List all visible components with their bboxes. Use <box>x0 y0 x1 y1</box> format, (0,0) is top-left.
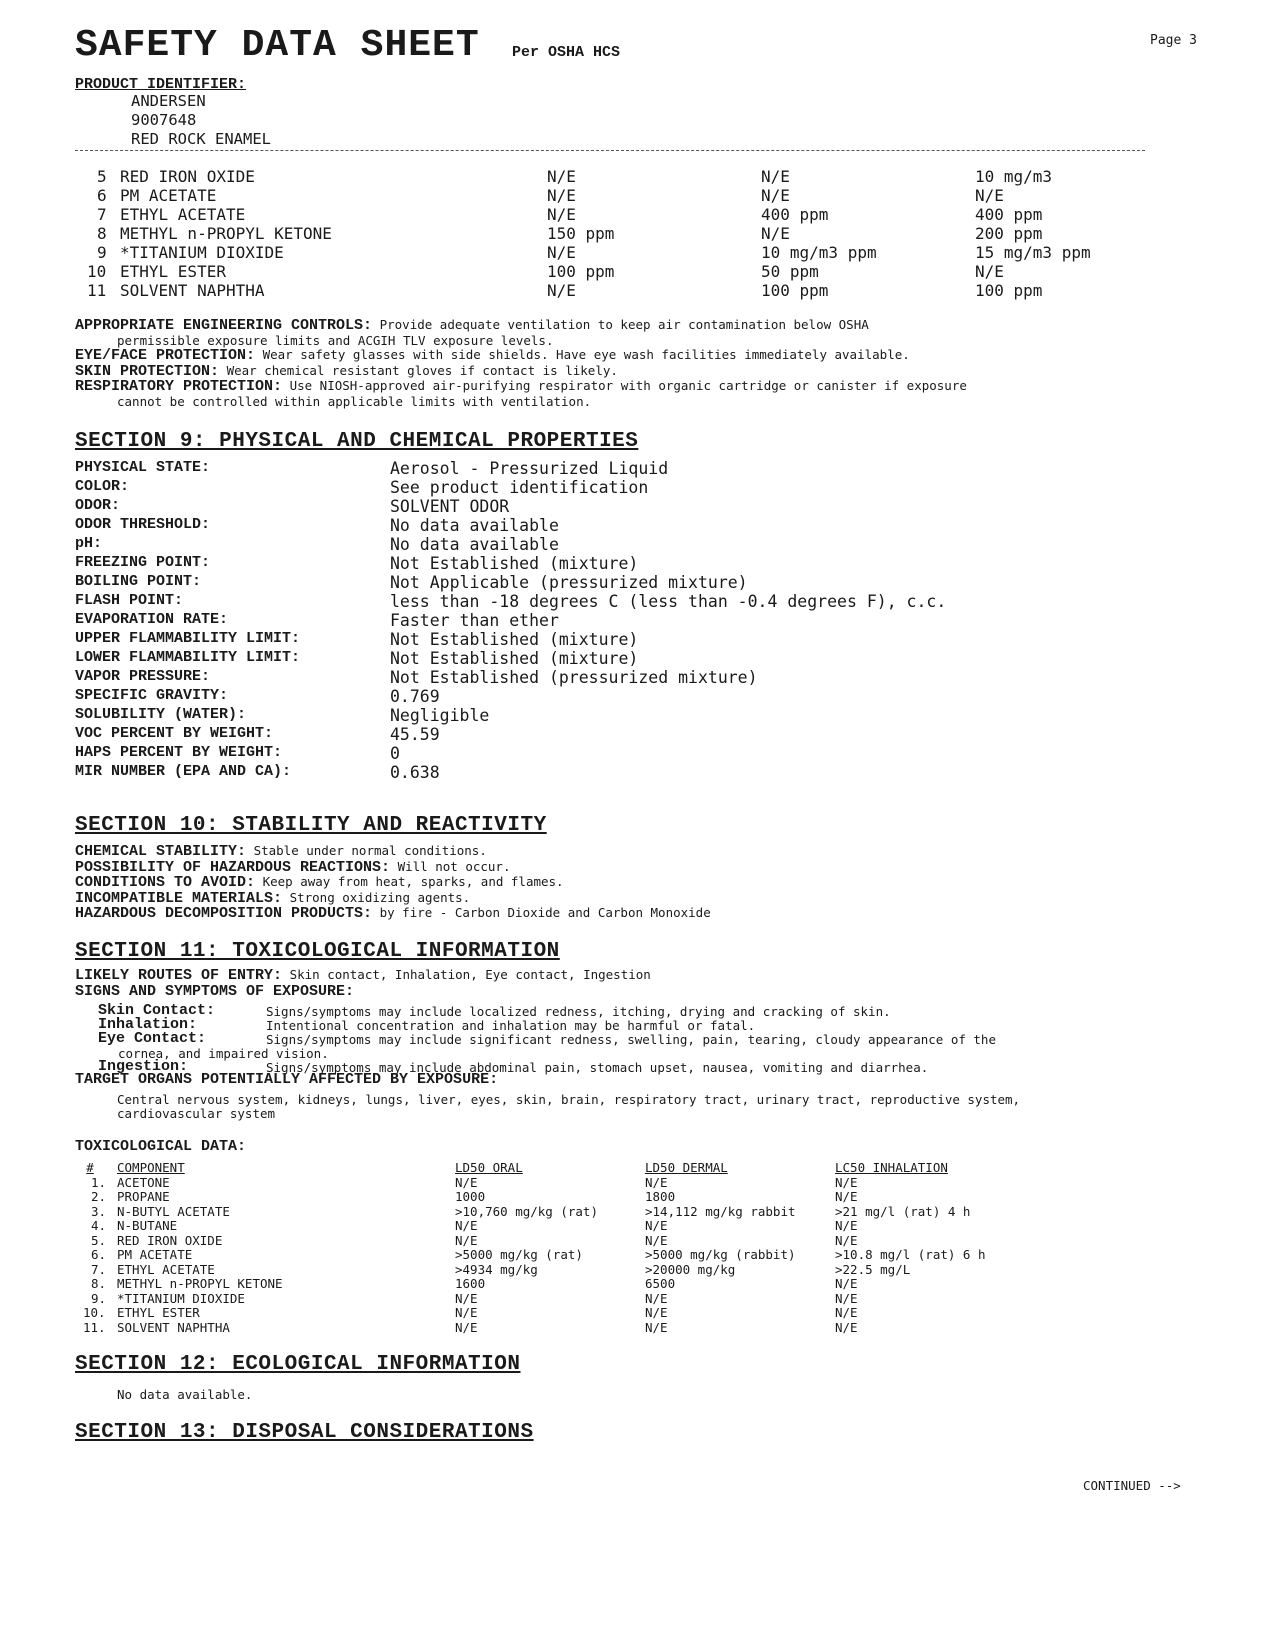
engineering-controls <box>75 318 1155 348</box>
property-label: SPECIFIC GRAVITY: <box>75 687 229 704</box>
tox-num: 6. <box>91 1247 107 1262</box>
property-label: SOLUBILITY (WATER): <box>75 706 247 723</box>
component-name: ETHYL ACETATE <box>120 205 246 224</box>
property-row <box>75 497 1175 516</box>
tox-dermal: >14,112 mg/kg rabbit <box>645 1203 796 1219</box>
property-value: Not Established (mixture) <box>390 630 639 649</box>
tox-num: 9. <box>91 1290 107 1306</box>
limit-value: 400 ppm <box>761 205 829 224</box>
product-identifier-label: PRODUCT IDENTIFIER: <box>75 76 247 93</box>
tox-row <box>0 1276 1275 1291</box>
conditions-to-avoid <box>75 875 1155 891</box>
property-row <box>75 611 1175 630</box>
page-number: Page 3 <box>1150 33 1197 48</box>
routes-of-entry <box>75 968 1155 984</box>
target-organs-label: TARGET ORGANS POTENTIALLY AFFECTED BY EXPOSURE: <box>75 1071 499 1088</box>
property-value: No data available <box>390 516 559 535</box>
property-row <box>75 554 1175 573</box>
property-label: FREEZING POINT: <box>75 554 211 571</box>
engineering-controls-text: Provide adequate ventilation to keep air contamination below OSHA <box>379 317 869 332</box>
product-number: 9007648 <box>131 111 197 129</box>
tox-dermal: >20000 mg/kg <box>645 1261 736 1277</box>
property-value: SOLVENT ODOR <box>390 497 510 516</box>
col-lc50-inhalation: LC50 INHALATION <box>835 1160 948 1175</box>
property-value: 0.638 <box>390 763 440 782</box>
tox-oral: >10,760 mg/kg (rat) <box>455 1203 598 1219</box>
property-row <box>75 535 1175 554</box>
tox-dermal: N/E <box>645 1319 668 1335</box>
symptom-text: Signs/symptoms may include localized redness, itching, drying and cracking of skin. <box>266 1004 891 1019</box>
exposure-row <box>0 262 1275 281</box>
symptom-text: cornea, and impaired vision. <box>118 1046 329 1061</box>
chemical-stability <box>75 844 1155 860</box>
decomposition-products-text: by fire - Carbon Dioxide and Carbon Monoxide <box>379 905 711 920</box>
tox-inhal: N/E <box>835 1174 858 1190</box>
tox-num: 3. <box>91 1203 107 1219</box>
property-row <box>75 649 1175 668</box>
tox-inhal: N/E <box>835 1276 858 1291</box>
exposure-row <box>0 186 1275 205</box>
exposure-row <box>0 167 1275 186</box>
symptom-label: Eye Contact: <box>98 1030 207 1047</box>
tox-row <box>0 1262 1275 1277</box>
tox-dermal: >5000 mg/kg (rabbit) <box>645 1247 796 1262</box>
respiratory-protection-text: Use NIOSH-approved air-purifying respirator with organic cartridge or canister if exposure <box>289 378 967 393</box>
property-value: See product identification <box>390 478 649 497</box>
tox-dermal: N/E <box>645 1232 668 1248</box>
tox-num: 7. <box>91 1261 107 1277</box>
exposure-row <box>0 243 1275 262</box>
conditions-to-avoid-label: CONDITIONS TO AVOID: <box>75 874 256 891</box>
incompatible-materials-label: INCOMPATIBLE MATERIALS: <box>75 889 283 907</box>
tox-num: 4. <box>91 1218 107 1233</box>
symptom-label: Skin Contact: <box>98 1002 216 1019</box>
property-value: Not Established (mixture) <box>390 554 639 573</box>
decomposition-products <box>75 906 1155 922</box>
limit-value: N/E <box>547 281 576 300</box>
tox-dermal: N/E <box>645 1218 668 1233</box>
limit-value: N/E <box>761 224 790 243</box>
col-ld50-dermal: LD50 DERMAL <box>645 1160 728 1175</box>
limit-value: 100 ppm <box>547 262 615 281</box>
limit-value: N/E <box>761 186 790 205</box>
limit-value: 200 ppm <box>975 224 1043 243</box>
tox-oral: N/E <box>455 1174 478 1190</box>
controls-block <box>75 318 1155 409</box>
eye-protection <box>75 348 1155 364</box>
property-label: EVAPORATION RATE: <box>75 611 229 628</box>
product-name: RED ROCK ENAMEL <box>131 130 271 148</box>
property-value: Not Established (pressurized mixture) <box>390 668 758 687</box>
document-subtitle: Per OSHA HCS <box>512 44 621 61</box>
property-value: Not Established (mixture) <box>390 649 639 668</box>
property-label: LOWER FLAMMABILITY LIMIT: <box>75 649 301 666</box>
tox-component: N-BUTYL ACETATE <box>117 1203 230 1219</box>
tox-dermal: N/E <box>645 1305 668 1320</box>
property-label: VOC PERCENT BY WEIGHT: <box>75 725 274 742</box>
limit-value: N/E <box>547 186 576 205</box>
property-label: ODOR THRESHOLD: <box>75 516 211 533</box>
tox-inhal: >21 mg/l (rat) 4 h <box>835 1203 971 1219</box>
skin-protection <box>75 364 1155 380</box>
stability-block <box>75 844 1155 922</box>
product-brand: ANDERSEN <box>131 92 206 110</box>
tox-dermal: 6500 <box>645 1276 676 1291</box>
row-number: 6 <box>97 186 107 205</box>
limit-value: N/E <box>547 167 576 186</box>
symptom-text: Intentional concentration and inhalation may be harmful or fatal. <box>266 1018 756 1033</box>
section-13-heading: SECTION 13: DISPOSAL CONSIDERATIONS <box>75 1421 534 1444</box>
row-number: 8 <box>97 224 107 243</box>
limit-value: N/E <box>547 243 576 262</box>
tox-num: 8. <box>91 1276 107 1291</box>
chemical-stability-label: CHEMICAL STABILITY: <box>75 843 247 860</box>
property-row <box>75 630 1175 649</box>
respiratory-protection-label: RESPIRATORY PROTECTION: <box>75 378 283 395</box>
limit-value: 400 ppm <box>975 205 1043 224</box>
property-row <box>75 725 1175 744</box>
property-row <box>75 516 1175 535</box>
property-value: 0.769 <box>390 687 440 706</box>
row-number: 9 <box>97 243 107 262</box>
tox-component: SOLVENT NAPHTHA <box>117 1319 230 1335</box>
tox-inhal: >10.8 mg/l (rat) 6 h <box>835 1247 986 1262</box>
row-number: 7 <box>97 205 107 224</box>
property-value: Aerosol - Pressurized Liquid <box>390 459 669 478</box>
tox-row <box>0 1218 1275 1233</box>
respiratory-protection-text-cont: cannot be controlled within applicable limits with ventilation. <box>117 393 592 409</box>
tox-oral: N/E <box>455 1305 478 1320</box>
hazardous-reactions-text: Will not occur. <box>397 858 511 874</box>
property-row <box>75 459 1175 478</box>
col-ld50-oral: LD50 ORAL <box>455 1160 523 1175</box>
exposure-row <box>0 281 1275 300</box>
row-number: 5 <box>97 167 107 186</box>
engineering-controls-label: APPROPRIATE ENGINEERING CONTROLS: <box>75 317 373 334</box>
incompatible-materials-text: Strong oxidizing agents. <box>289 889 471 905</box>
tox-inhal: N/E <box>835 1189 858 1204</box>
section-9-heading: SECTION 9: PHYSICAL AND CHEMICAL PROPERTIES <box>75 430 639 453</box>
component-name: *TITANIUM DIOXIDE <box>120 243 284 262</box>
property-row <box>75 763 1175 782</box>
target-organs-text-cont: cardiovascular system <box>117 1106 276 1121</box>
property-value: Not Applicable (pressurized mixture) <box>390 573 748 592</box>
tox-num: 11. <box>83 1319 106 1335</box>
property-label: ODOR: <box>75 497 121 514</box>
component-name: RED IRON OXIDE <box>120 167 255 186</box>
tox-row <box>0 1189 1275 1204</box>
property-value: 0 <box>390 744 400 763</box>
limit-value: N/E <box>547 205 576 224</box>
tox-row <box>0 1204 1275 1219</box>
tox-header-row <box>0 1160 1275 1175</box>
component-name: SOLVENT NAPHTHA <box>120 281 265 300</box>
limit-value: N/E <box>761 167 790 186</box>
signs-symptoms-label: SIGNS AND SYMPTOMS OF EXPOSURE: <box>75 982 355 1000</box>
tox-inhal: N/E <box>835 1232 858 1248</box>
tox-oral: N/E <box>455 1218 478 1233</box>
tox-oral: 1000 <box>455 1189 486 1204</box>
tox-dermal: 1800 <box>645 1189 676 1204</box>
tox-oral: 1600 <box>455 1276 486 1291</box>
tox-num: 5. <box>91 1232 107 1248</box>
tox-inhal: N/E <box>835 1290 858 1306</box>
tox-component: METHYL n-PROPYL KETONE <box>117 1276 283 1291</box>
limit-value: 10 mg/m3 ppm <box>761 243 877 262</box>
property-value: Negligible <box>390 706 490 725</box>
property-row <box>75 592 1175 611</box>
property-value: Faster than ether <box>390 611 559 630</box>
chemical-stability-text: Stable under normal conditions. <box>253 843 487 858</box>
component-name: METHYL n-PROPYL KETONE <box>120 224 332 243</box>
property-value: less than -18 degrees C (less than -0.4 degrees F), c.c. <box>390 592 947 611</box>
tox-dermal: N/E <box>645 1174 668 1190</box>
target-organs-text: Central nervous system, kidneys, lungs, liver, eyes, skin, brain, respiratory tract, urinary tract, reproductive system, <box>117 1091 1021 1107</box>
tox-data-label: TOXICOLOGICAL DATA: <box>75 1138 247 1155</box>
tox-dermal: N/E <box>645 1290 668 1306</box>
tox-component: ETHYL ACETATE <box>117 1261 215 1277</box>
property-row <box>75 744 1175 763</box>
tox-row <box>0 1247 1275 1262</box>
respiratory-protection <box>75 379 1155 409</box>
property-label: pH: <box>75 535 103 552</box>
continued-marker: CONTINUED --> <box>1083 1478 1181 1493</box>
dashed-divider <box>75 150 1145 151</box>
property-row <box>75 668 1175 687</box>
hazardous-reactions-label: POSSIBILITY OF HAZARDOUS REACTIONS: <box>75 858 391 876</box>
tox-component: N-BUTANE <box>117 1218 178 1233</box>
limit-value: N/E <box>975 262 1004 281</box>
tox-num: 10. <box>83 1305 106 1320</box>
ecological-info-text: No data available. <box>117 1387 253 1402</box>
exposure-row <box>0 205 1275 224</box>
limit-value: N/E <box>975 186 1004 205</box>
limit-value: 100 ppm <box>761 281 829 300</box>
component-name: PM ACETATE <box>120 186 217 205</box>
tox-inhal: N/E <box>835 1319 858 1335</box>
property-value: 45.59 <box>390 725 440 744</box>
property-label: COLOR: <box>75 478 130 495</box>
tox-inhal: N/E <box>835 1305 858 1320</box>
incompatible-materials <box>75 891 1155 907</box>
row-number: 11 <box>87 281 107 300</box>
section-12-heading: SECTION 12: ECOLOGICAL INFORMATION <box>75 1353 521 1376</box>
tox-num: 1. <box>91 1174 107 1190</box>
eye-protection-text: Wear safety glasses with side shields. Have eye wash facilities immediately available. <box>262 347 910 362</box>
tox-component: PROPANE <box>117 1189 170 1204</box>
routes-block <box>75 968 1155 999</box>
tox-row <box>0 1175 1275 1190</box>
limit-value: 50 ppm <box>761 262 819 281</box>
property-label: FLASH POINT: <box>75 592 184 609</box>
tox-oral: >5000 mg/kg (rat) <box>455 1247 583 1262</box>
limit-value: 10 mg/m3 <box>975 167 1053 186</box>
limit-value: 150 ppm <box>547 224 615 243</box>
hazardous-reactions <box>75 860 1155 876</box>
tox-row <box>0 1305 1275 1320</box>
property-label: HAPS PERCENT BY WEIGHT: <box>75 744 283 761</box>
tox-row <box>0 1291 1275 1306</box>
tox-row <box>0 1320 1275 1335</box>
symptom-label: Ingestion: <box>98 1058 189 1075</box>
tox-num: 2. <box>91 1189 107 1204</box>
property-row <box>75 687 1175 706</box>
eye-protection-label: EYE/FACE PROTECTION: <box>75 347 256 364</box>
tox-component: ACETONE <box>117 1174 170 1190</box>
tox-inhal: N/E <box>835 1218 858 1233</box>
tox-oral: N/E <box>455 1290 478 1306</box>
tox-oral: >4934 mg/kg <box>455 1261 538 1277</box>
symptom-text: Signs/symptoms may include abdominal pain, stomach upset, nausea, vomiting and diarrhea. <box>266 1060 929 1075</box>
property-row <box>75 478 1175 497</box>
symptom-label: Inhalation: <box>98 1016 198 1033</box>
property-label: MIR NUMBER (EPA AND CA): <box>75 763 292 780</box>
document-title: SAFETY DATA SHEET <box>75 24 480 67</box>
tox-component: RED IRON OXIDE <box>117 1232 223 1248</box>
section-10-heading: SECTION 10: STABILITY AND REACTIVITY <box>75 814 547 837</box>
decomposition-products-label: HAZARDOUS DECOMPOSITION PRODUCTS: <box>75 905 373 922</box>
row-number: 10 <box>87 262 107 281</box>
property-row <box>75 706 1175 725</box>
tox-oral: N/E <box>455 1232 478 1248</box>
tox-component: *TITANIUM DIOXIDE <box>117 1290 245 1306</box>
tox-component: ETHYL ESTER <box>117 1305 200 1320</box>
limit-value: 15 mg/m3 ppm <box>975 243 1091 262</box>
property-value: No data available <box>390 535 559 554</box>
limit-value: 100 ppm <box>975 281 1043 300</box>
property-label: PHYSICAL STATE: <box>75 459 211 476</box>
property-row <box>75 573 1175 592</box>
skin-protection-text: Wear chemical resistant gloves if contact is likely. <box>226 362 618 378</box>
tox-inhal: >22.5 mg/L <box>835 1261 911 1277</box>
property-label: BOILING POINT: <box>75 573 202 590</box>
property-label: UPPER FLAMMABILITY LIMIT: <box>75 630 301 647</box>
signs-symptoms <box>75 984 1155 1000</box>
conditions-to-avoid-text: Keep away from heat, sparks, and flames. <box>262 874 564 889</box>
tox-component: PM ACETATE <box>117 1247 193 1262</box>
symptom-text: Signs/symptoms may include significant redness, swelling, pain, tearing, cloudy appearance of the <box>266 1032 996 1047</box>
property-label: VAPOR PRESSURE: <box>75 668 211 685</box>
skin-protection-label: SKIN PROTECTION: <box>75 362 220 380</box>
tox-oral: N/E <box>455 1319 478 1335</box>
engineering-controls-text-cont: permissible exposure limits and ACGIH TLV exposure levels. <box>117 332 554 348</box>
routes-of-entry-label: LIKELY ROUTES OF ENTRY: <box>75 967 283 984</box>
section-11-heading: SECTION 11: TOXICOLOGICAL INFORMATION <box>75 940 560 963</box>
col-component: COMPONENT <box>117 1160 185 1175</box>
target-organs <box>75 1072 1155 1122</box>
exposure-row <box>0 224 1275 243</box>
component-name: ETHYL ESTER <box>120 262 226 281</box>
routes-of-entry-text: Skin contact, Inhalation, Eye contact, Ingestion <box>289 967 651 982</box>
tox-row <box>0 1233 1275 1248</box>
col-num: # <box>86 1160 94 1175</box>
